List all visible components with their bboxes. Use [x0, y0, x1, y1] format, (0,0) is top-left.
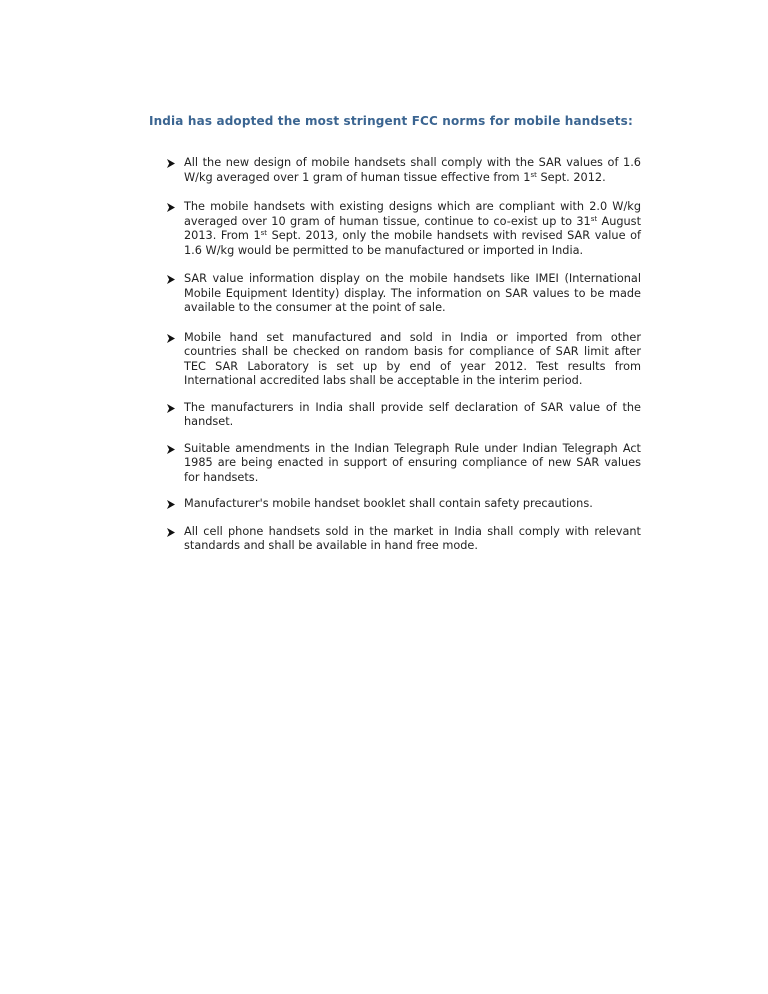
- ordinal-suffix: st: [260, 229, 268, 237]
- arrowhead-bullet-icon: [167, 159, 175, 168]
- list-item: [167, 156, 641, 185]
- list-item: [167, 497, 641, 512]
- arrowhead-bullet-icon: [167, 203, 175, 212]
- item-text: All cell phone handsets sold in the market in India shall comply with relevant standards and shall be available in hand free mode.: [184, 524, 641, 552]
- item-text: Mobile hand set manufactured and sold in India or imported from other countries shall be checked on random basis for compliance of SAR limit after TEC SAR Laboratory is set up by end of year 2012. Test results from International accredited labs shall be acceptable in the interim period.: [184, 330, 641, 387]
- item-text: All the new design of mobile handsets shall comply with the SAR values of 1.6 W/kg averaged over 1 gram of human tissue effective from 1: [184, 156, 641, 184]
- item-text: Suitable amendments in the Indian Telegraph Rule under Indian Telegraph Act 1985 are being enacted in support of ensuring compliance of new SAR values for handsets.: [184, 441, 641, 484]
- item-text: Manufacturer's mobile handset booklet shall contain safety precautions.: [184, 497, 593, 510]
- ordinal-suffix: st: [590, 214, 598, 223]
- ordinal-suffix: st: [530, 170, 537, 179]
- arrowhead-bullet-icon: [167, 445, 175, 454]
- item-text: Sept. 2013, only the mobile handsets with revised SAR value of 1.6 W/kg would be permitted to be manufactured or imported in India.: [184, 229, 641, 257]
- list-item: [167, 401, 641, 430]
- list-item: [167, 442, 641, 486]
- arrowhead-bullet-icon: [167, 404, 175, 413]
- page-heading: India has adopted the most stringent FCC norms for mobile handsets:: [149, 114, 633, 128]
- item-text: August 2013. From 1: [184, 214, 641, 242]
- arrowhead-bullet-icon: [167, 275, 175, 284]
- item-text: Sept. 2012.: [536, 170, 606, 184]
- arrowhead-bullet-icon: [167, 334, 175, 343]
- arrowhead-bullet-icon: [167, 528, 175, 537]
- bullet-list: [167, 156, 641, 554]
- list-item: [167, 525, 641, 554]
- arrowhead-bullet-icon: [167, 500, 175, 509]
- item-text: The manufacturers in India shall provide self declaration of SAR value of the handset.: [184, 400, 641, 428]
- item-text: SAR value information display on the mobile handsets like IMEI (International Mobile Equipment Identity) display. The information on SAR values to be made available to the consumer at the point of sale.: [184, 272, 641, 314]
- list-item: [167, 272, 641, 316]
- list-item: [167, 200, 641, 258]
- list-item: [167, 331, 641, 389]
- item-text: The mobile handsets with existing designs which are compliant with 2.0 W/kg averaged over 10 gram of human tissue, continue to co-exist up to 31: [184, 200, 641, 228]
